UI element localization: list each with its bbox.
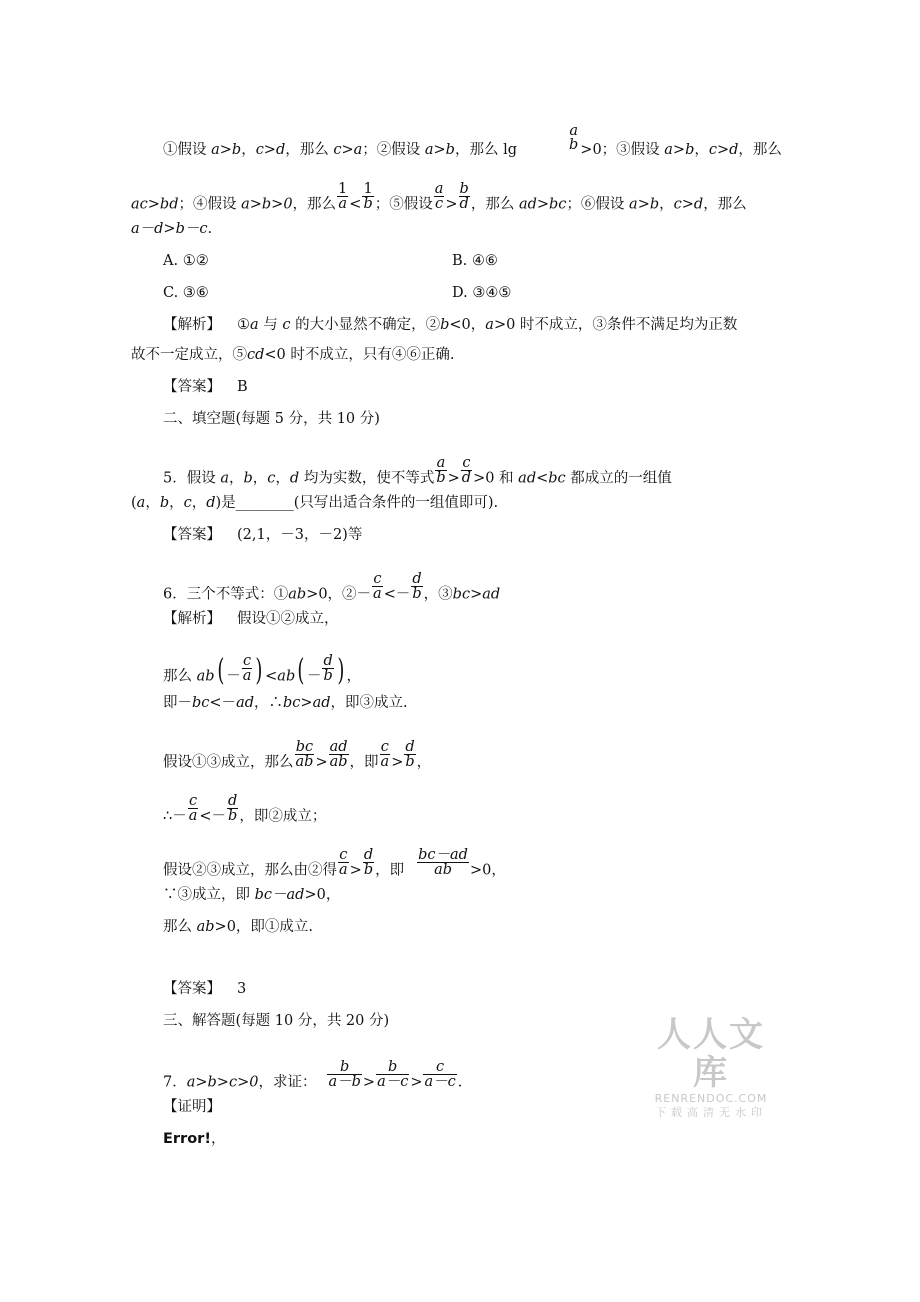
analysis-label: 【解析】	[163, 317, 221, 333]
fraction	[327, 1060, 361, 1089]
text: ，即	[375, 862, 405, 879]
denominator: a	[380, 754, 390, 770]
text: ，求证：	[258, 1074, 317, 1091]
text: ，即③成立.	[330, 695, 408, 711]
fraction	[568, 124, 579, 152]
denominator: a－c	[377, 1074, 409, 1090]
fraction	[227, 794, 238, 823]
text: ，	[229, 470, 244, 487]
math: bc	[548, 470, 566, 487]
math: bc	[452, 586, 471, 603]
text: 那么	[163, 668, 197, 685]
option-d: D. ③④⑤	[452, 285, 512, 301]
math: b	[159, 495, 170, 511]
fraction	[459, 182, 470, 211]
answer-label: 【答案】	[163, 527, 221, 543]
error-text: Error!	[163, 1131, 211, 1147]
q7-line1	[163, 1059, 463, 1097]
text: >	[362, 1074, 376, 1091]
text: ，即	[349, 754, 379, 771]
math: a>b	[629, 196, 660, 213]
text: 即－	[163, 695, 192, 711]
fraction	[435, 456, 446, 485]
math: ab	[196, 919, 215, 935]
math: d	[289, 470, 300, 487]
text: ；②假设	[362, 142, 425, 158]
fraction	[338, 848, 349, 877]
text: >0，	[304, 887, 341, 903]
fraction	[337, 182, 348, 211]
text: ，那么	[703, 196, 747, 213]
text: ①	[237, 317, 250, 333]
text: 5．假设	[163, 470, 221, 487]
math: ab	[288, 586, 307, 603]
math: ad	[482, 586, 501, 603]
math: a>b	[424, 142, 455, 158]
numerator: d	[412, 571, 422, 587]
math: a>b	[211, 142, 242, 158]
numerator: b	[459, 181, 469, 197]
denominator: b	[363, 862, 374, 878]
text: ∴－	[163, 808, 187, 825]
option-c: C. ③⑥	[163, 285, 209, 301]
text: 故不一定成立，⑤	[131, 347, 247, 363]
numerator: ad	[329, 739, 348, 755]
text: )是________(只写出适合条件的一组值即可).	[215, 495, 499, 511]
fraction	[380, 740, 391, 769]
math: ad	[518, 470, 537, 487]
denominator: b	[323, 668, 333, 684]
math: a	[220, 470, 229, 487]
answer-label: 【答案】	[163, 981, 221, 997]
text: ∵③成立，即	[163, 887, 255, 903]
numerator: c	[436, 1059, 445, 1075]
text: ，③	[423, 586, 453, 603]
math: c	[183, 495, 192, 511]
q5-line2	[131, 494, 498, 512]
text: ，	[694, 142, 709, 158]
denominator: b	[436, 470, 446, 486]
text: 6．三个不等式：①	[163, 586, 289, 603]
numerator: d	[323, 653, 333, 669]
fraction	[434, 182, 445, 211]
math: ac>bd	[131, 196, 179, 213]
text: 7．	[163, 1074, 187, 1091]
numerator: c	[189, 793, 198, 809]
text: ，	[346, 668, 361, 685]
math: bc	[192, 695, 210, 711]
text: 那么	[163, 919, 197, 935]
numerator: d	[405, 739, 415, 755]
math: ab	[277, 668, 296, 685]
denominator: b	[569, 137, 579, 153]
math: a	[485, 317, 494, 333]
text: >	[300, 695, 313, 711]
denominator: ab	[329, 754, 348, 770]
text: >	[391, 754, 404, 771]
math: a>b>c>0	[186, 1074, 259, 1091]
text: 假设②③成立，那么由②得	[163, 862, 337, 879]
denominator: d	[461, 470, 472, 486]
denominator: a－b	[328, 1074, 361, 1090]
text: >0，即①成立.	[214, 919, 314, 935]
text: 的大小显然不确定，②	[290, 317, 441, 333]
text: <	[265, 668, 278, 685]
text: .	[457, 1074, 463, 1091]
section2-title: 二、填空题(每题 5 分，共 10 分)	[163, 411, 380, 427]
fraction	[372, 572, 383, 601]
denominator: b	[363, 196, 373, 212]
text: <0，	[449, 317, 486, 333]
option-b: B. ④⑥	[452, 253, 498, 269]
denominator: c	[435, 196, 444, 212]
math: a	[136, 495, 146, 511]
numerator: d	[363, 847, 374, 863]
text: ，那么	[470, 196, 519, 213]
math: c>d	[673, 196, 704, 213]
text: >	[349, 862, 362, 879]
numerator: 1	[363, 181, 373, 197]
q4-analysis-line2	[131, 346, 455, 364]
denominator: a	[373, 586, 382, 602]
text: ，	[169, 495, 184, 511]
text: >	[470, 586, 483, 603]
denominator: a	[339, 862, 348, 878]
math: a>b>0	[241, 196, 293, 213]
math: ad	[312, 695, 331, 711]
text: ，	[145, 495, 160, 511]
numerator: 1	[338, 181, 348, 197]
text: ；⑥假设	[566, 196, 630, 213]
denominator: b	[405, 754, 415, 770]
q6-step6	[163, 886, 340, 904]
watermark-tagline: 下载高清无水印	[655, 1106, 767, 1119]
text: >0，	[469, 862, 506, 879]
text: <－	[209, 695, 237, 711]
text: >	[410, 1074, 423, 1091]
math: a>b	[664, 142, 695, 158]
q6-line1	[163, 571, 501, 609]
numerator: a	[569, 123, 578, 139]
text: ①假设	[163, 142, 212, 158]
fraction	[461, 456, 472, 485]
denominator: a	[188, 808, 198, 824]
math: bc	[283, 695, 301, 711]
paren: )	[255, 652, 263, 688]
q5-line1	[163, 455, 672, 493]
text: 假设①②成立，	[237, 611, 339, 627]
q6-step5	[163, 847, 506, 885]
numerator: c	[380, 739, 389, 755]
denominator: b	[228, 808, 238, 824]
q6-step4	[163, 793, 327, 831]
text: 与	[258, 317, 283, 333]
q7-error	[163, 1130, 225, 1148]
math: bc－ad	[254, 887, 305, 903]
math: c>d	[708, 142, 739, 158]
fraction	[363, 848, 374, 877]
numerator: d	[228, 793, 238, 809]
answer-label: 【答案】	[163, 379, 221, 395]
denominator: ab	[295, 754, 314, 770]
denominator: b	[412, 586, 422, 602]
analysis-label: 【解析】	[163, 611, 221, 627]
text: <－	[383, 586, 411, 603]
fraction	[423, 1060, 456, 1089]
option-a: A. ①②	[163, 253, 209, 269]
text: ，	[241, 142, 256, 158]
text: ，	[275, 470, 290, 487]
denominator: ab	[417, 862, 469, 877]
math: c>d	[255, 142, 286, 158]
text: ，	[416, 754, 432, 771]
text: <－	[199, 808, 227, 825]
fraction	[242, 654, 253, 683]
text: <	[536, 470, 549, 487]
q4-line3	[131, 220, 212, 238]
text: －	[226, 668, 241, 685]
text: >	[447, 470, 460, 487]
text: ，	[252, 470, 268, 487]
text: .	[207, 221, 213, 237]
text: ，	[191, 495, 207, 511]
math: cd	[247, 347, 265, 363]
section3-title: 三、解答题(每题 10 分，共 20 分)	[163, 1013, 390, 1029]
fraction	[417, 848, 469, 877]
fraction	[362, 182, 373, 211]
q7-proof-label: 【证明】	[163, 1099, 221, 1115]
text: >0；③假设	[580, 142, 665, 158]
q6-step1	[163, 652, 361, 691]
paren: )	[337, 652, 345, 688]
text: ，那么	[738, 142, 782, 158]
answer-value: (2,1，－3，－2)等	[237, 527, 363, 543]
answer-value: B	[237, 379, 248, 395]
watermark-logo	[646, 1016, 776, 1120]
math: b	[440, 317, 450, 333]
denominator: a－c	[424, 1074, 456, 1090]
math: ad	[236, 695, 254, 711]
denominator: d	[459, 196, 469, 212]
fraction	[411, 572, 422, 601]
numerator: c	[462, 455, 471, 471]
text: ，∴	[254, 695, 283, 711]
text: ，即②成立；	[239, 808, 327, 825]
numerator: b	[340, 1059, 350, 1075]
fraction	[329, 740, 349, 769]
numerator: a	[434, 181, 444, 197]
math: a	[250, 317, 259, 333]
q4-analysis-line1	[163, 316, 737, 334]
text: 假设①③成立，那么	[163, 754, 294, 771]
fraction	[295, 740, 315, 769]
denominator: a	[242, 668, 252, 684]
text: >0，②－	[306, 586, 372, 603]
text: ，	[659, 196, 674, 213]
q4-line2	[131, 181, 747, 219]
watermark-url: RENRENDOC.COM	[654, 1092, 768, 1105]
text: >0 和	[473, 470, 519, 487]
numerator: c	[339, 847, 348, 863]
math: ad>bc	[518, 196, 567, 213]
numerator: c	[243, 653, 252, 669]
numerator: b	[388, 1059, 398, 1075]
text: 都成立的一组值	[565, 470, 672, 487]
numerator: bc	[295, 739, 314, 755]
numerator: a	[436, 455, 446, 471]
text: ；④假设	[178, 196, 242, 213]
fraction	[188, 794, 199, 823]
math: c	[267, 470, 276, 487]
q6-step2	[163, 694, 408, 712]
text: 均为实数，使不等式	[299, 470, 435, 487]
math: d	[206, 495, 216, 511]
text: ；⑤假设	[374, 196, 433, 213]
text: <	[349, 196, 362, 213]
q5-answer	[163, 526, 362, 544]
text: >0 时不成立，③条件不满足均为正数	[493, 317, 738, 333]
q6-step3	[163, 739, 432, 777]
numerator: c	[373, 571, 382, 587]
text: <0 时不成立，只有④⑥正确.	[264, 347, 455, 363]
watermark-title: 人人文库	[657, 1015, 765, 1093]
text: >	[445, 196, 458, 213]
text: ，	[210, 1131, 226, 1147]
q4-line1	[163, 123, 782, 164]
math: b	[243, 470, 253, 487]
q6-step7	[163, 918, 313, 936]
q4-answer	[163, 378, 248, 396]
answer-value: 3	[237, 981, 247, 997]
text: >	[315, 754, 328, 771]
fraction	[404, 740, 415, 769]
fraction	[376, 1060, 409, 1089]
text: －	[306, 668, 322, 685]
text: (	[131, 495, 137, 511]
math: a－d>b－c	[131, 221, 208, 237]
paren: (	[297, 652, 305, 688]
fraction	[322, 654, 333, 683]
denominator: a	[338, 196, 347, 212]
math: ab	[196, 668, 215, 685]
text: ，那么	[292, 196, 337, 213]
q6-answer	[163, 980, 246, 998]
math: c	[282, 317, 291, 333]
paren: (	[216, 652, 224, 688]
q6-analysis	[163, 610, 339, 628]
numerator: bc－ad	[418, 847, 468, 863]
math: c>a	[333, 142, 363, 158]
text: ，那么 lg	[454, 142, 517, 158]
text: ，那么	[285, 142, 334, 158]
